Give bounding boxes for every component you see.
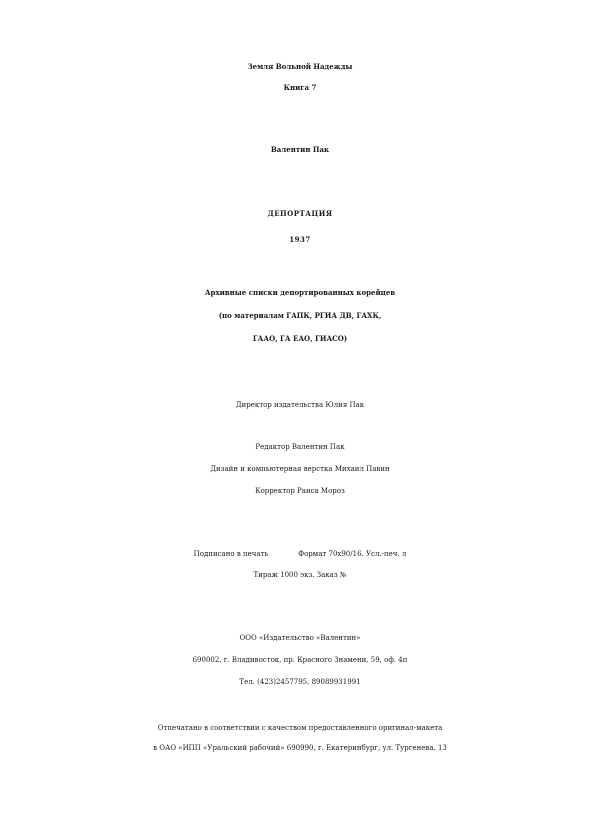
book-year: 1937	[289, 235, 311, 244]
director: Директор издательства Юлия Пак	[235, 401, 365, 409]
print-signed: Подписано в печать	[193, 550, 269, 558]
book-title: ДЕПОРТАЦИЯ	[267, 209, 333, 218]
subtitle-line-1: Архивные списки депортированных корейцев	[204, 288, 396, 297]
subtitle-line-3: ГААО, ГА ЕАО, ГИАСО)	[252, 334, 348, 343]
publisher-address: 690002, г. Владивосток, пр. Красного Знамени, 59, оф. 4п	[192, 656, 408, 664]
author: Валентин Пак	[270, 145, 330, 154]
designer: Дизайн и компьютерная верстка Михаил Павин	[210, 465, 390, 473]
printed-line-2: в ОАО «ИПП «Уральский рабочий» 690990, г. Екатеринбург, ул. Тургенева, 13	[153, 744, 447, 752]
publisher-name: ООО «Издательство «Валентин»	[239, 634, 361, 642]
proofreader: Корректор Раиса Мороз	[255, 487, 345, 495]
print-signed-format	[0, 550, 600, 558]
publisher-phone: Тел. (423)2457795, 89089931991	[239, 678, 361, 686]
print-circulation: Тираж 1000 экз. Заказ №	[253, 571, 347, 579]
editor: Редактор Валентин Пак	[255, 443, 345, 451]
printed-line-1: Отпечатано в соответствии с качеством предоставленного оригинал-макета	[157, 724, 443, 732]
series-book: Книга 7	[283, 83, 317, 92]
series-name: Земля Вольной Надежды	[247, 62, 353, 71]
print-format: Формат 70х90/16. Усл.-печ. л	[298, 550, 407, 558]
subtitle-line-2: (по материалам ГАПК, РГИА ДВ, ГАХК,	[218, 311, 382, 320]
